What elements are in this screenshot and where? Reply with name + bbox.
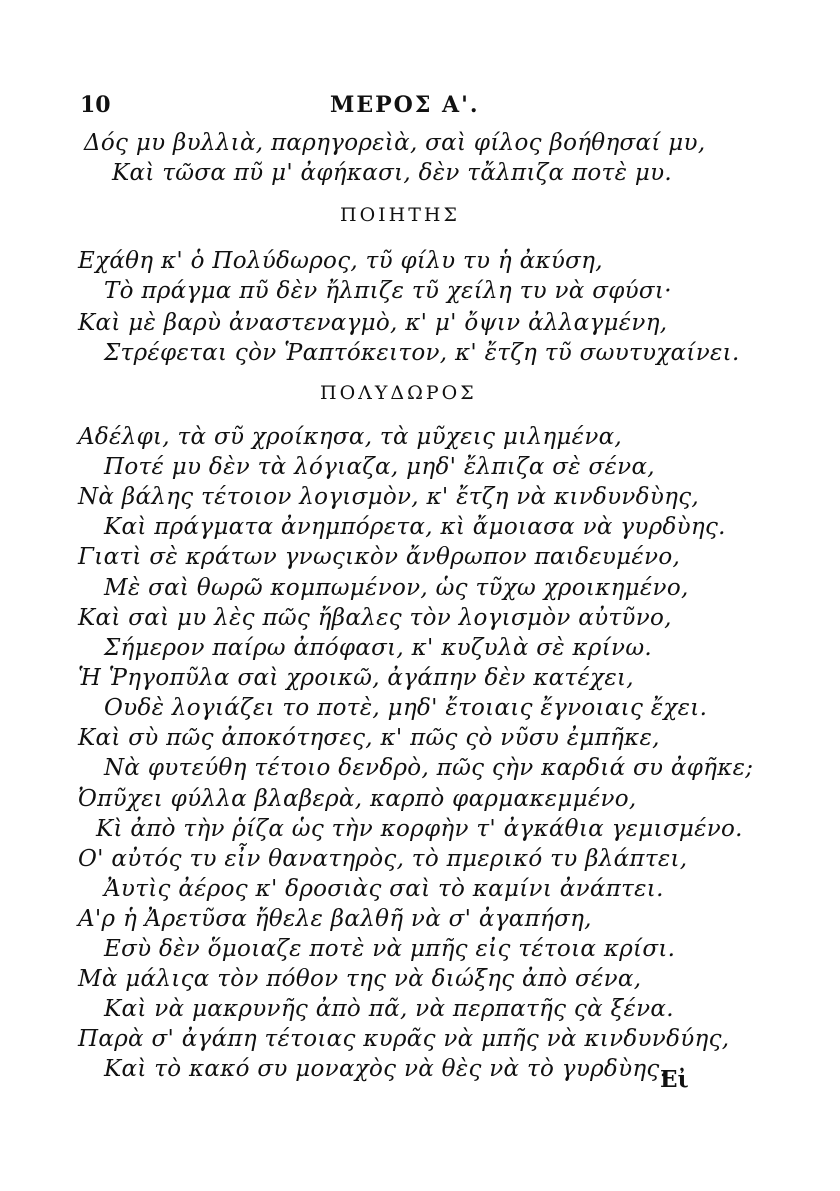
- page-number: 10: [80, 92, 111, 118]
- verse-line: Εσὺ δὲν ὅμοιαζε ποτὲ νὰ μπῆς εἰς τέτοια κρίσι.: [104, 936, 676, 962]
- verse-line: Νὰ βάλης τέτοιον λογισμὸν, κ' ἔτζη νὰ κινδυνδὺης,: [78, 484, 699, 510]
- speaker-heading-polydoros: ΠΟΛΥΔΩΡΟΣ: [320, 382, 477, 404]
- verse-line: Τὸ πράγμα πῦ δὲν ἤλπιζε τῦ χείλη τυ νὰ σφύσι·: [104, 278, 672, 304]
- verse-line: Καὶ τῶσα πῦ μ' ἀφήκασι, δὲν τἄλπιζα ποτὲ μυ.: [112, 160, 672, 186]
- verse-line: Ἀυτὶς ἀέρος κ' δροσιὰς σαὶ τὸ καμίνι ἀνάπτει.: [104, 876, 664, 902]
- running-head: [80, 92, 700, 122]
- verse-line: Καὶ πράγματα ἀνημπόρετα, κὶ ἄμοιασα νὰ γυρδὺης.: [104, 514, 726, 540]
- verse-line: Νὰ φυτεύθη τέτοιο δενδρὸ, πῶς ςὴν καρδιά συ ἀφῆκε;: [104, 755, 754, 781]
- verse-line: Ἡ Ῥηγοπῦλα σαὶ χροικῶ, ἀγάπην δὲν κατέχει,: [78, 665, 634, 691]
- verse-line: Καὶ σὺ πῶς ἀποκότησες, κ' πῶς ςὸ νῦσυ ἐμπῆκε,: [78, 725, 660, 751]
- verse-line: Ο' αὐτός τυ εἶν θανατηρὸς, τὸ πμερικό τυ βλάπτει,: [78, 846, 688, 872]
- catchword: Εἰ: [660, 1066, 689, 1093]
- verse-line: Μὲ σαὶ θωρῶ κομπωμένον, ὡς τῦχω χροικημένο,: [104, 575, 689, 601]
- verse-line: Στρέφεται ςὸν Ῥαπτόκειτον, κ' ἔτζη τῦ σωυτυχαίνει.: [104, 340, 740, 366]
- verse-line: Καὶ τὸ κακό συ μοναχὸς νὰ θὲς νὰ τὸ γυρδὺης.: [104, 1056, 668, 1082]
- verse-line: Δός μυ βυλλιὰ, παρηγορεὶὰ, σαὶ φίλος βοήθησαί μυ,: [84, 130, 706, 156]
- verse-line: Ουδὲ λογιάζει το ποτὲ, μηδ' ἔτοιαις ἔγνοιαις ἔχει.: [104, 695, 708, 721]
- verse-line: Καὶ νὰ μακρυνῆς ἀπὸ πᾶ, νὰ περπατῆς ςὰ ξένα.: [104, 996, 674, 1022]
- section-title: ΜΕΡΟΣ Α'.: [330, 92, 480, 118]
- verse-line: Εχάθη κ' ὁ Πολύδωρος, τῦ φίλυ τυ ἡ ἀκύση,: [78, 248, 603, 274]
- verse-line: Μὰ μάλιςα τὸν πόθον της νὰ διώξης ἀπὸ σένα,: [78, 966, 642, 992]
- verse-line: Σήμερον παίρω ἀπόφασι, κ' κυζυλὰ σὲ κρίνω.: [104, 635, 652, 661]
- verse-line: Α'ρ ἡ Ἀρετῦσα ἤθελε βαλθῆ νὰ σ' ἀγαπήση,: [78, 906, 592, 932]
- verse-line: Παρὰ σ' ἀγάπη τέτοιας κυρᾶς νὰ μπῆς νὰ κινδυνδύης,: [78, 1026, 730, 1052]
- verse-line: Κὶ ἀπὸ τὴν ῥίζα ὡς τὴν κορφὴν τ' ἀγκάθια γεμισμένο.: [96, 816, 743, 842]
- speaker-heading-poet: ΠΟΙΗΤΗΣ: [340, 204, 460, 226]
- verse-line: Καὶ μὲ βαρὺ ἀναστεναγμὸ, κ' μ' ὄψιν ἀλλαγμένη,: [78, 310, 668, 336]
- verse-line: Ὀπῦχει φύλλα βλαβερὰ, καρπὸ φαρμακεμμένο,: [78, 786, 637, 812]
- verse-line: Καὶ σαὶ μυ λὲς πῶς ἤβαλες τὸν λογισμὸν αὐτῦνο,: [78, 605, 672, 631]
- verse-line: Ποτέ μυ δὲν τὰ λόγιαζα, μηδ' ἔλπιζα σὲ σένα,: [104, 454, 655, 480]
- verse-line: Αδέλφι, τὰ σῦ χροίκησα, τὰ μῦχεις μιλημένα,: [78, 424, 623, 450]
- verse-line: Γιατὶ σὲ κράτων γνωςικὸν ἄνθρωπον παιδευμένο,: [78, 544, 681, 570]
